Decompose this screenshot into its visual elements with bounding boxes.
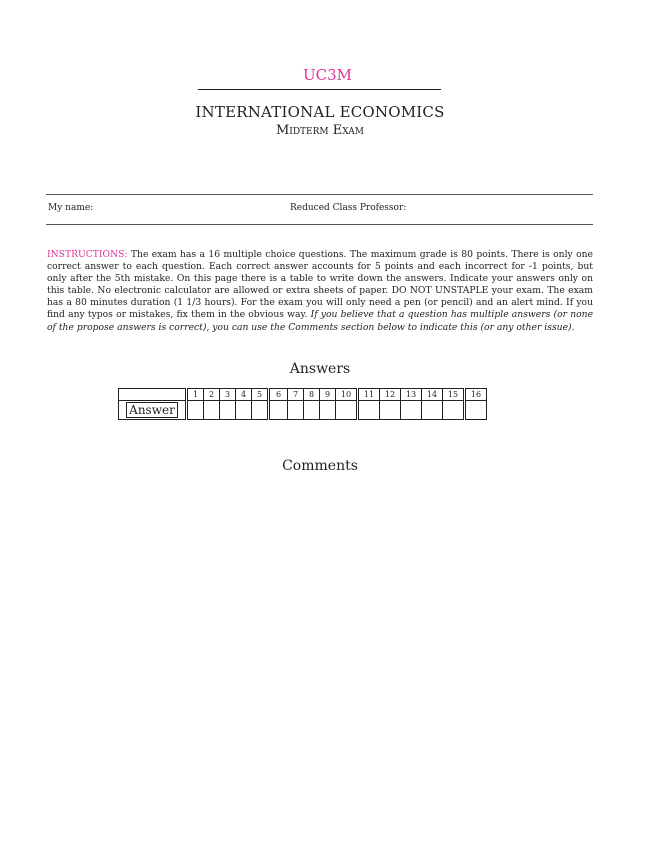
answer-cell-4[interactable] bbox=[236, 401, 252, 420]
answer-row-label-cell bbox=[119, 401, 187, 420]
comments-heading: Comments bbox=[282, 458, 358, 474]
header-corner-cell bbox=[119, 389, 187, 401]
answer-cell-5[interactable] bbox=[252, 401, 269, 420]
question-number-5: 5 bbox=[252, 389, 269, 401]
question-number-15: 15 bbox=[443, 389, 465, 401]
question-number-10: 10 bbox=[336, 389, 358, 401]
question-number-14: 14 bbox=[422, 389, 443, 401]
professor-field-label: Reduced Class Professor: bbox=[290, 203, 407, 213]
answer-row-label: Answer bbox=[126, 402, 178, 418]
answer-cell-13[interactable] bbox=[401, 401, 422, 420]
form-top-rule bbox=[46, 194, 593, 195]
answer-cell-9[interactable] bbox=[320, 401, 336, 420]
answer-cell-3[interactable] bbox=[220, 401, 236, 420]
name-field-label: My name: bbox=[48, 203, 94, 213]
answer-cell-8[interactable] bbox=[304, 401, 320, 420]
instructions-heading: INSTRUCTIONS: bbox=[47, 249, 128, 260]
question-number-12: 12 bbox=[380, 389, 401, 401]
answer-cell-14[interactable] bbox=[422, 401, 443, 420]
instructions-note: If you believe that a question has multiple answers (or none of the propose answers is correct), you can use the Comments section below to indicate this (or any other issue). bbox=[47, 309, 594, 333]
header-rule bbox=[198, 89, 441, 90]
exam-title: Midterm Exam bbox=[275, 123, 365, 138]
instructions-body: The exam has a 16 multiple choice questions. The maximum grade is 80 points. There is only one correct answer to each question. Each correct answer accounts for 5 points and each incorrect for -1 points, but only after the 5th mistake. On this page there is a table to write down the answers. Indicate your answers only on this table. No electronic calculator are allowed or extra sheets of paper. DO NOT UNSTAPLE your exam. The exam has a 80 minutes duration (1 1/3 hours). For the exam you will only need a pen (or pencil) and an alert mind. If you find any typos or mistakes, fix them in the obvious way. bbox=[47, 249, 593, 321]
answer-table-header-row bbox=[119, 389, 487, 401]
question-number-9: 9 bbox=[320, 389, 336, 401]
answer-cell-6[interactable] bbox=[269, 401, 288, 420]
course-title: INTERNATIONAL ECONOMICS bbox=[195, 103, 445, 121]
answer-cell-15[interactable] bbox=[443, 401, 465, 420]
question-number-3: 3 bbox=[220, 389, 236, 401]
question-number-2: 2 bbox=[204, 389, 220, 401]
answer-cell-1[interactable] bbox=[187, 401, 204, 420]
form-bottom-rule bbox=[46, 224, 593, 225]
answer-cell-2[interactable] bbox=[204, 401, 220, 420]
answer-table-row bbox=[119, 401, 487, 420]
answer-cell-12[interactable] bbox=[380, 401, 401, 420]
answer-cell-16[interactable] bbox=[465, 401, 487, 420]
answer-cell-11[interactable] bbox=[358, 401, 380, 420]
institution-name: UC3M bbox=[302, 66, 353, 84]
instructions-paragraph bbox=[47, 249, 593, 334]
question-number-6: 6 bbox=[269, 389, 288, 401]
question-number-1: 1 bbox=[187, 389, 204, 401]
answer-cell-10[interactable] bbox=[336, 401, 358, 420]
question-number-7: 7 bbox=[288, 389, 304, 401]
question-number-8: 8 bbox=[304, 389, 320, 401]
question-number-16: 16 bbox=[465, 389, 487, 401]
answer-cell-7[interactable] bbox=[288, 401, 304, 420]
answer-table bbox=[118, 388, 487, 420]
question-number-11: 11 bbox=[358, 389, 380, 401]
question-number-13: 13 bbox=[401, 389, 422, 401]
answers-heading: Answers bbox=[289, 361, 351, 377]
question-number-4: 4 bbox=[236, 389, 252, 401]
